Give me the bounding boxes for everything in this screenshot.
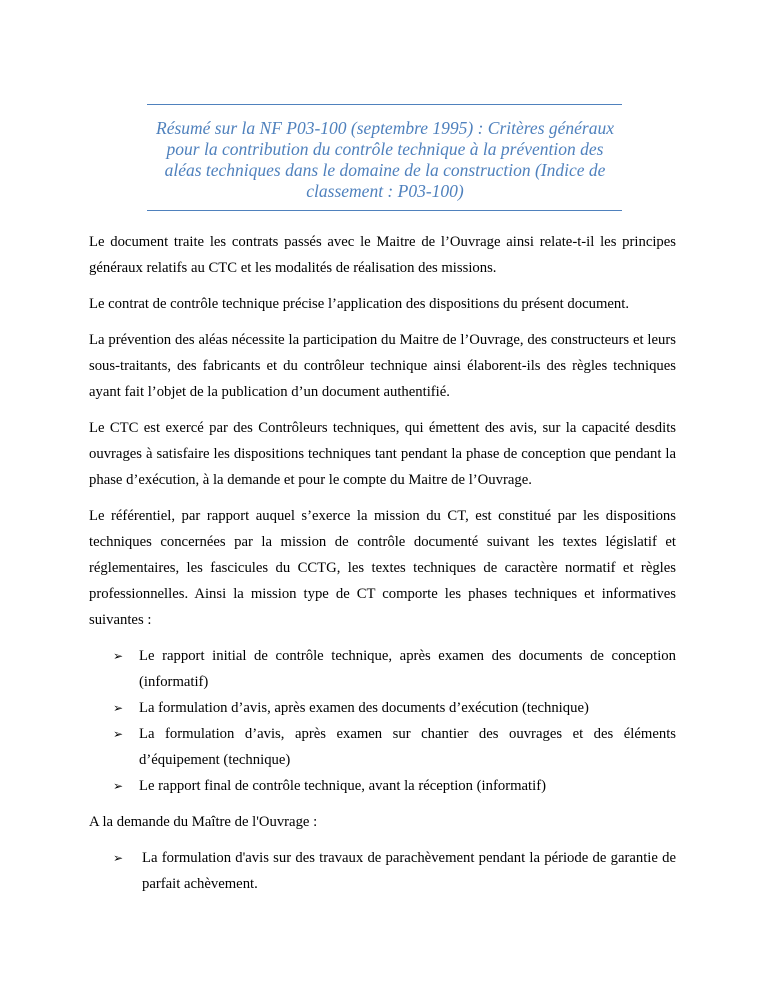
arrowhead-bullet-icon: ➢ (113, 851, 124, 865)
on-demand-list (89, 845, 676, 897)
list-item (89, 643, 676, 695)
arrowhead-bullet-icon: ➢ (113, 727, 124, 741)
document-body (89, 229, 676, 907)
paragraph-scope: Le document traite les contrats passés avec le Maitre de l’Ouvrage ainsi relate-t-il les principes généraux relatifs au CTC et les modalités de réalisation des missions. (89, 234, 676, 276)
list-item-text: La formulation d’avis, après examen sur chantier des ouvrages et des éléments d’équipement (technique) (139, 726, 676, 768)
title-bottom-rule (147, 210, 622, 211)
title-top-rule (147, 104, 622, 105)
paragraph-contract: Le contrat de contrôle technique précise l’application des dispositions du présent document. (89, 296, 630, 312)
arrowhead-bullet-icon: ➢ (113, 649, 124, 663)
arrowhead-bullet-icon: ➢ (113, 779, 124, 793)
list-item (89, 695, 676, 721)
list-item-text: La formulation d'avis sur des travaux de parachèvement pendant la période de garantie de parfait achèvement. (142, 850, 676, 892)
paragraph-prevention: La prévention des aléas nécessite la participation du Maitre de l’Ouvrage, des constructeurs et leurs sous-traitants, des fabricants et du contrôleur technique ainsi élaborent-ils des règles techniques ayant fait l’objet de la publication d’un document authentifié. (89, 332, 676, 400)
phases-list (89, 643, 676, 799)
paragraph-referentiel: Le référentiel, par rapport auquel s’exerce la mission du CT, est constitué par les dispositions techniques concernées par la mission de contrôle documenté suivant les textes législatif et réglementaires, les fascicules du CCTG, les textes techniques de caractère normatif et règles professionnelles. Ainsi la mission type de CT comporte les phases techniques et informatives suivantes : (89, 508, 676, 628)
list-item (89, 845, 676, 897)
list-item-text: Le rapport final de contrôle technique, avant la réception (informatif) (139, 778, 546, 794)
list-item (89, 773, 676, 799)
list-item-text: Le rapport initial de contrôle technique, après examen des documents de conception (informatif) (139, 648, 676, 690)
on-demand-heading: A la demande du Maître de l'Ouvrage : (89, 814, 318, 830)
paragraph-ctc: Le CTC est exercé par des Contrôleurs techniques, qui émettent des avis, sur la capacité desdits ouvrages à satisfaire les dispositions techniques tant pendant la phase de conception que pendant la phase d’exécution, à la demande et pour le compte du Maitre de l’Ouvrage. (89, 420, 676, 488)
list-item (89, 721, 676, 773)
document-title: Résumé sur la NF P03-100 (septembre 1995) : Critères généraux pour la contribution du contrôle technique à la prévention des aléas techniques dans le domaine de la construction (Indice de classement : P03-100) (156, 118, 614, 201)
arrowhead-bullet-icon: ➢ (113, 701, 124, 715)
list-item-text: La formulation d’avis, après examen des documents d’exécution (technique) (139, 700, 589, 716)
